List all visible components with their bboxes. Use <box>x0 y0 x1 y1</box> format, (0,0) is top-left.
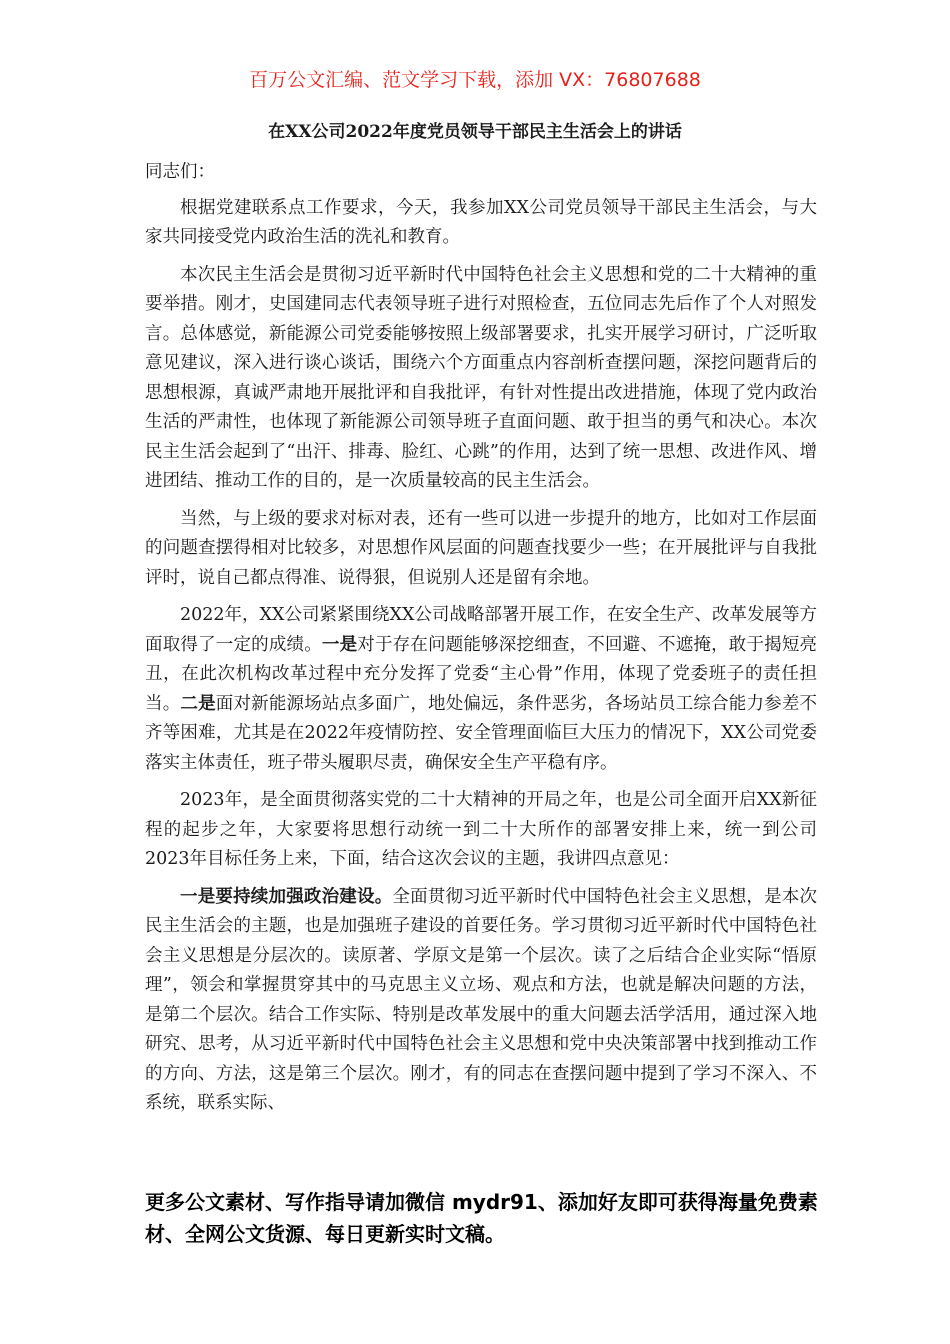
header-promo-banner <box>0 66 950 94</box>
paragraph-3: 当然，与上级的要求对标对表，还有一些可以进一步提升的地方，比如对工作层面的问题查摆得相对比较多，对思想作风层面的问题查找要少一些；在开展批评与自我批评时，说自己都点得准、说得狠，但说别人还是留有余地。 <box>145 508 817 588</box>
paragraph-5: 2023年，是全面贯彻落实党的二十大精神的开局之年，也是公司全面开启XX新征程的起步之年，大家要将思想行动统一到二十大所作的部署安排上来，统一到公司2023年目标任务上来，下面，结合这次会议的主题，我讲四点意见： <box>145 790 817 869</box>
paragraph-6-heading: 一是要持续加强政治建设。 <box>180 886 393 907</box>
paragraph-2: 本次民主生活会是贯彻习近平新时代中国特色社会主义思想和党的二十大精神的重要举措。刚才，史国建同志代表领导班子进行对照检查，五位同志先后作了个人对照发言。总体感觉，新能源公司党委能够按照上级部署要求，扎实开展学习研讨，广泛听取意见建议，深入进行谈心谈话，围绕六个方面重点内容剖析查摆问题，深挖问题背后的思想根源，真诚严肃地开展批评和自我批评，有针对性提出改进措施，体现了党内政治生活的严肃性，也体现了新能源公司领导班子直面问题、敢于担当的勇气和决心。本次民主生活会起到了“出汗、排毒、脸红、心跳”的作用，达到了统一思想、改进作风、增进团结、推动工作的目的，是一次质量较高的民主生活会。 <box>145 264 817 491</box>
paragraph-4-point-one-text: 对于存在问题能够深挖细查，不回避、不遮掩，敢于揭短亮丑，在此次机构改革过程中充分发挥了党委“主心骨”作用，体现了党委班子的责任担当。 <box>145 634 818 714</box>
header-promo-text: 百万公文汇编、范文学习下载，添加 VX：76807688 <box>249 69 701 91</box>
paragraph-4 <box>145 601 817 778</box>
salutation: 同志们： <box>145 162 215 182</box>
paragraph-4-point-one-label: 一是 <box>321 634 358 655</box>
document-body <box>145 158 817 1127</box>
paragraph-1: 根据党建联系点工作要求，今天，我参加XX公司党员领导干部民主生活会，与大家共同接受党内政治生活的洗礼和教育。 <box>145 197 817 247</box>
paragraph-4-intro: 2022年，XX公司紧紧围绕XX公司战略部署开展工作，在安全生产、改革发展等方面取得了一定的成绩。 <box>145 605 817 655</box>
paragraph-4-point-two-text: 面对新能源场站点多面广，地处偏远，条件恶劣，各场站员工综合能力参差不齐等困难，尤其是在2022年疫情防控、安全管理面临巨大压力的情况下，XX公司党委落实主体责任，班子带头履职尽责，确保安全生产平稳有序。 <box>145 693 818 773</box>
document-title: 在XX公司2022年度党员领导干部民主生活会上的讲话 <box>268 122 682 142</box>
paragraph-6 <box>145 883 817 1119</box>
paragraph-6-text: 全面贯彻习近平新时代中国特色社会主义思想，是本次民主生活会的主题，也是加强班子建设的首要任务。学习贯彻习近平新时代中国特色社会主义思想是分层次的。读原著、学原文是第一个层次。读了之后结合企业实际“悟原理”，领会和掌握贯穿其中的马克思主义立场、观点和方法，也就是解决问题的方法，是第二个层次。结合工作实际、特别是改革发展中的重大问题去活学活用，通过深入地研究、思考，从习近平新时代中国特色社会主义思想和党中央决策部署中找到推动工作的方向、方法，这是第三个层次。刚才，有的同志在查摆问题中提到了学习不深入、不系统，联系实际、 <box>145 886 818 1113</box>
footer-promo-text: 更多公文素材、写作指导请加微信 mydr91、添加好友即可获得海量免费素材、全网公文货源、每日更新实时文稿。 <box>145 1190 818 1246</box>
paragraph-4-point-two-label: 二是 <box>180 693 216 714</box>
